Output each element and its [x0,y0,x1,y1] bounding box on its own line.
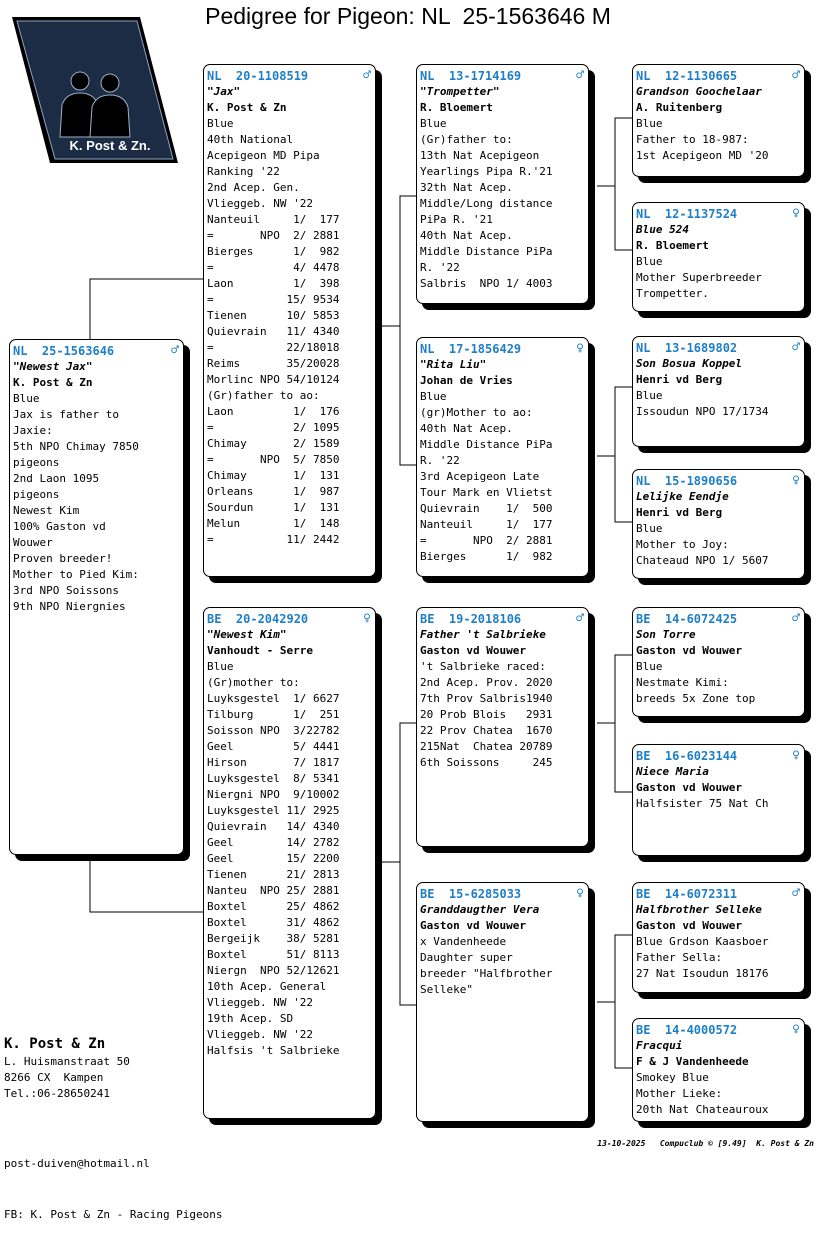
pedigree-line: 3rd NPO Soissons [13,584,119,597]
pigeon-card-sss[interactable] [632,64,805,177]
pedigree-line: Boxtel 25/ 4862 [207,900,340,913]
pedigree-line: 32th Nat Acep. [420,181,513,194]
pedigree-line: = NPO 5/ 7850 [207,453,340,466]
pedigree-line: Blue [420,117,447,130]
pedigree-line: Tienen 10/ 5853 [207,309,340,322]
pedigree-line: breeds 5x Zone top [636,692,756,705]
pedigree-line: Tilburg 1/ 251 [207,708,340,721]
owner-name: K. Post & Zn [4,1036,106,1052]
pedigree-line: Salbris NPO 1/ 4003 [420,277,553,290]
card-header [636,206,800,222]
pedigree-line: pigeons [13,488,60,501]
pedigree-line: R. '22 [420,261,460,274]
pedigree-line: 2nd Acep. Gen. [207,181,300,194]
pedigree-line: Reims 35/20028 [207,357,340,370]
pedigree-line: Laon 1/ 176 [207,405,340,418]
pedigree-line: Soisson NPO 3/22782 [207,724,340,737]
pedigree-line: Yearlings Pipa R.'21 [420,165,553,178]
pedigree-line: = 22/18018 [207,341,340,354]
pedigree-line: Boxtel 51/ 8113 [207,948,340,961]
pedigree-line: Vlieggeb. NW '22 [207,197,313,210]
ring-number: NL 13-1689802 [636,341,738,355]
pedigree-line: 6th Soissons 245 [420,756,553,769]
pedigree-line: Blue [420,390,447,403]
pedigree-line: Blue [636,255,663,268]
pedigree-line: Melun 1/ 148 [207,517,340,530]
pedigree-line: Vlieggeb. NW '22 [207,1028,313,1041]
pedigree-line: R. '22 [420,454,460,467]
pedigree-line: Luyksgestel 1/ 6627 [207,692,340,705]
ring-number: NL 17-1856429 [420,342,522,356]
pedigree-line: Tour Mark en Vlietst [420,486,553,499]
pigeon-name: Halfbrother Selleke [636,903,762,916]
pigeon-card-sdd[interactable] [632,469,805,579]
ring-number: BE 15-6285033 [420,887,522,901]
female-icon: ♀ [363,611,371,626]
male-icon: ♂ [576,68,584,83]
pedigree-line: Orleans 1/ 987 [207,485,340,498]
pedigree-line: Mother to Pied Kim: [13,568,139,581]
pigeon-card-sire[interactable] [203,64,376,577]
pedigree-line: Proven breeder! [13,552,113,565]
pedigree-line: Daughter super [420,951,513,964]
pigeon-name: Fracqui [636,1039,683,1052]
pigeon-card-dss[interactable] [632,607,805,717]
pigeon-card-dam-sire[interactable] [416,607,589,847]
pedigree-line: Quievrain 11/ 4340 [207,325,340,338]
pedigree-line: = 4/ 4478 [207,261,340,274]
pedigree-line: Mother Lieke: [636,1087,723,1100]
ring-number: NL 12-1130665 [636,69,738,83]
pedigree-line: 9th NPO Niergnies [13,600,126,613]
pigeon-name: "Jax" [207,85,241,98]
owner-facebook[interactable]: FB: K. Post & Zn - Racing Pigeons [4,1208,223,1221]
breeder-name: Gaston vd Wouwer [420,919,526,932]
ring-number: BE 19-2018106 [420,612,522,626]
pigeon-card-ddd[interactable] [632,1018,805,1122]
breeder-name: F & J Vandenheede [636,1055,749,1068]
pedigree-line: Middle Distance PiPa [420,438,553,451]
pedigree-line: Blue [207,660,234,673]
ring-number: BE 14-4000572 [636,1023,738,1037]
female-icon: ♀ [576,341,584,356]
pedigree-line: = 2/ 1095 [207,421,340,434]
pedigree-line: 5th NPO Chimay 7850 [13,440,139,453]
pedigree-line: PiPa R. '21 [420,213,493,226]
breeder-name: R. Bloemert [636,239,709,252]
owner-address-city: 8266 CX Kampen [4,1071,104,1084]
pedigree-line: (Gr)father to ao: [207,389,320,402]
female-icon: ♀ [792,206,800,221]
pedigree-line: Vlieggeb. NW '22 [207,996,313,1009]
pigeon-card-dsd[interactable] [632,744,805,856]
pigeon-card-dam-dam[interactable] [416,882,589,1122]
pedigree-line: Nanteuil 1/ 177 [207,213,340,226]
pedigree-line: 1st Acepigeon MD '20 [636,149,769,162]
pedigree-line: Selleke" [420,983,473,996]
pedigree-line: Issoudun NPO 17/1734 [636,405,769,418]
pedigree-line: Blue [207,117,234,130]
pedigree-line: 19th Acep. SD [207,1012,294,1025]
female-icon: ♀ [792,748,800,763]
pedigree-line: 40th National [207,133,294,146]
pigeon-name: Niece Maria [636,765,709,778]
pedigree-line: Blue [636,660,663,673]
pigeon-card-dam[interactable] [203,607,376,1119]
card-header [207,611,371,627]
pedigree-line: Nanteuil 1/ 177 [420,518,553,531]
pigeon-card-sire-dam[interactable] [416,337,589,577]
pedigree-line: (gr)Mother to ao: [420,406,533,419]
card-header [636,340,800,356]
pedigree-line: Blue [636,522,663,535]
pedigree-line: Hirson 7/ 1817 [207,756,340,769]
logo-text: K. Post & Zn. [69,138,151,153]
card-header [636,886,800,902]
pedigree-line: 7th Prov Salbris1940 [420,692,553,705]
ring-number: NL 20-1108519 [207,69,309,83]
pedigree-line: breeder "Halfbrother [420,967,553,980]
pedigree-line: Middle/Long distance [420,197,553,210]
pedigree-line: Newest Kim [13,504,80,517]
pedigree-line: Chimay 2/ 1589 [207,437,340,450]
breeder-name: Gaston vd Wouwer [636,919,742,932]
pedigree-line: 13th Nat Acepigeon [420,149,540,162]
pedigree-line: Mother Superbreeder [636,271,762,284]
breeder-name: Gaston vd Wouwer [420,644,526,657]
footer-contact [4,1121,223,1240]
male-icon: ♂ [363,68,371,83]
card-header [13,343,179,359]
pedigree-line: 10th Acep. General [207,980,327,993]
pedigree-line: pigeons [13,456,60,469]
breeder-name: K. Post & Zn [207,101,287,114]
pigeon-name: "Trompetter" [420,85,500,98]
breeder-name: R. Bloemert [420,101,493,114]
pigeon-name: Son Bosua Koppel [636,357,742,370]
breeder-name: K. Post & Zn [13,376,93,389]
ring-number: BE 16-6023144 [636,749,738,763]
female-icon: ♀ [792,473,800,488]
owner-address-street: L. Huismanstraat 50 [4,1055,130,1068]
pedigree-line: Father to 18-987: [636,133,749,146]
pedigree-line: Quievrain 14/ 4340 [207,820,340,833]
female-icon: ♀ [576,886,584,901]
pedigree-line: Geel 5/ 4441 [207,740,340,753]
pedigree-line: Blue Grdson Kaasboer [636,935,769,948]
owner-email[interactable]: post-duiven@hotmail.nl [4,1157,150,1170]
card-header [636,68,800,84]
ring-number: NL 25-1563646 [13,344,115,358]
pedigree-line: Chimay 1/ 131 [207,469,340,482]
male-icon: ♂ [792,68,800,83]
pedigree-line: = 15/ 9534 [207,293,340,306]
pedigree-line: Mother to Joy: [636,538,729,551]
pedigree-line: Middle Distance PiPa [420,245,553,258]
pedigree-line: Niergn NPO 52/12621 [207,964,340,977]
card-header [420,341,584,357]
breeder-name: Henri vd Berg [636,506,723,519]
breeder-name: Gaston vd Wouwer [636,781,742,794]
breeder-name: Henri vd Berg [636,373,723,386]
pedigree-line: 22 Prov Chatea 1670 [420,724,553,737]
pedigree-line: Blue [636,389,663,402]
pedigree-line: 3rd Acepigeon Late [420,470,540,483]
ring-number: BE 20-2042920 [207,612,309,626]
pedigree-line: Nestmate Kimi: [636,676,729,689]
pedigree-line: 215Nat Chatea 20789 [420,740,553,753]
female-icon: ♀ [792,1022,800,1037]
ring-number: BE 14-6072311 [636,887,738,901]
male-icon: ♂ [792,886,800,901]
card-header [636,611,800,627]
breeder-name: Gaston vd Wouwer [636,644,742,657]
card-header [420,886,584,902]
breeder-name: Johan de Vries [420,374,513,387]
card-header [207,68,371,84]
pigeon-name: Son Torre [636,628,696,641]
male-icon: ♂ [576,611,584,626]
pigeon-name: Blue 524 [636,223,689,236]
pigeon-name: "Rita Liu" [420,358,487,371]
page-title: Pedigree for Pigeon: NL 25-1563646 M [205,3,611,29]
pedigree-line: Luyksgestel 11/ 2925 [207,804,340,817]
male-icon: ♂ [171,343,179,358]
pigeon-name: "Newest Jax" [13,360,93,373]
pedigree-line: Morlinc NPO 54/10124 [207,373,340,386]
pedigree-line: Bierges 1/ 982 [207,245,340,258]
pedigree-line: Smokey Blue [636,1071,709,1084]
male-icon: ♂ [792,611,800,626]
pedigree-line: Halfsister 75 Nat Ch [636,797,769,810]
pedigree-line: (Gr)mother to: [207,676,300,689]
pedigree-line: Quievrain 1/ 500 [420,502,553,515]
pedigree-line: 40th Nat Acep. [420,422,513,435]
ring-number: BE 14-6072425 [636,612,738,626]
pedigree-line: Bergeijk 38/ 5281 [207,932,340,945]
pedigree-line: Trompetter. [636,287,709,300]
pigeon-name: Lelijke Eendje [636,490,729,503]
card-header [420,611,584,627]
breeder-name: Vanhoudt - Serre [207,644,313,657]
pigeon-card-sds[interactable] [632,336,805,447]
male-icon: ♂ [792,340,800,355]
pedigree-line: Nanteu NPO 25/ 2881 [207,884,340,897]
card-header [636,473,800,489]
pedigree-line: Geel 14/ 2782 [207,836,340,849]
pedigree-line: Chateaud NPO 1/ 5607 [636,554,769,567]
pedigree-line: = NPO 2/ 2881 [207,229,340,242]
pigeon-card-dds[interactable] [632,882,805,993]
pigeon-name: "Newest Kim" [207,628,287,641]
pigeon-card-ssd[interactable] [632,202,805,312]
pigeon-card-subject[interactable] [9,339,184,855]
pedigree-line: Jaxie: [13,424,53,437]
pedigree-line: Niergni NPO 9/10002 [207,788,340,801]
card-header [636,1022,800,1038]
pedigree-line: 20 Prob Blois 2931 [420,708,553,721]
pedigree-line: 27 Nat Isoudun 18176 [636,967,769,980]
pedigree-line: 100% Gaston vd [13,520,106,533]
pedigree-line: Blue [13,392,40,405]
pedigree-line: Laon 1/ 398 [207,277,340,290]
pedigree-line: Geel 15/ 2200 [207,852,340,865]
pedigree-line: 40th Nat Acep. [420,229,513,242]
pedigree-line: Ranking '22 [207,165,280,178]
pigeon-name: Father 't Salbrieke [420,628,546,641]
pedigree-line: Halfsis 't Salbrieke [207,1044,340,1057]
pedigree-line: Acepigeon MD Pipa [207,149,320,162]
pedigree-line: Father Sella: [636,951,723,964]
card-header [420,68,584,84]
breeder-name: A. Ruitenberg [636,101,723,114]
ring-number: NL 15-1890656 [636,474,738,488]
pedigree-line: (Gr)father to: [420,133,513,146]
pedigree-line: Luyksgestel 8/ 5341 [207,772,340,785]
pedigree-line: = NPO 2/ 2881 [420,534,553,547]
pedigree-line: 2nd Laon 1095 [13,472,100,485]
owner-block [4,1034,130,1102]
pedigree-line: Tienen 21/ 2813 [207,868,340,881]
pedigree-line: 2nd Acep. Prov. 2020 [420,676,553,689]
pedigree-line: Bierges 1/ 982 [420,550,553,563]
pedigree-line: 't Salbrieke raced: [420,660,546,673]
pedigree-line: = 11/ 2442 [207,533,340,546]
ring-number: NL 12-1137524 [636,207,738,221]
pedigree-line: Boxtel 31/ 4862 [207,916,340,929]
pedigree-line: x Vandenheede [420,935,507,948]
footer-credit: 13-10-2025 Compuclub © [9.49] K. Post & Zn [597,1139,814,1148]
pedigree-line: 20th Nat Chateauroux [636,1103,769,1116]
pigeon-name: Grandson Goochelaar [636,85,762,98]
ring-number: NL 13-1714169 [420,69,522,83]
pedigree-line: Jax is father to [13,408,119,421]
pedigree-line: Sourdun 1/ 131 [207,501,340,514]
pigeon-name: Granddaugther Vera [420,903,540,916]
pedigree-line: Blue [636,117,663,130]
pigeon-card-sire-sire[interactable] [416,64,589,304]
card-header [636,748,800,764]
owner-phone: Tel.:06-28650241 [4,1087,110,1100]
pedigree-line: Wouwer [13,536,53,549]
